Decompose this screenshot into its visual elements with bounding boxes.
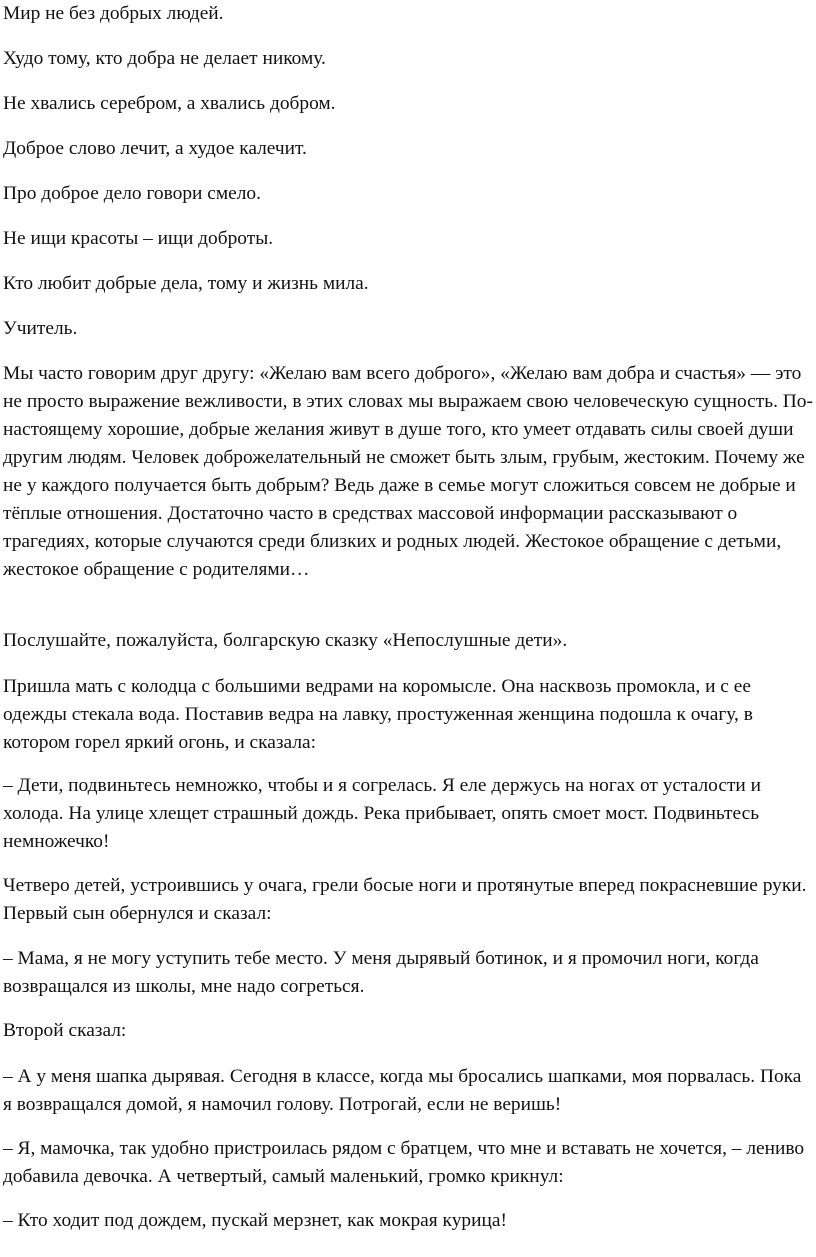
- intro-paragraph: Мы часто говорим друг другу: «Желаю вам всего доброго», «Желаю вам добра и счастья» — это не просто выражение вежливости, в этих словах мы выражаем свою человеческую сущность. По-настоящему хорошие, добрые желания живут в душе того, кто умеет отдавать силы своей души другим людям. Человек доброжелательный не сможет быть злым, грубым, жестоким. Почему же не у каждого получается быть добрым? Ведь даже в семье могут сложиться совсем не добрые и тёплые отношения. Достаточно часто в средствах массовой информации рассказывают о трагедиях, которые случаются среди близких и родных людей. Жестокое обращение с детьми, жестокое обращение с родителями…: [3, 363, 813, 580]
- tale-paragraph-5: Второй сказал:: [3, 1020, 127, 1041]
- proverb-6: Не ищи красоты – ищи доброты.: [3, 228, 274, 249]
- proverb-1: Мир не без добрых людей.: [3, 3, 224, 24]
- proverb-4: Доброе слово лечит, а худое калечит.: [3, 138, 307, 159]
- proverb-5: Про доброе дело говори смело.: [3, 183, 261, 204]
- tale-paragraph-2: – Дети, подвиньтесь немножко, чтобы и я согрелась. Я еле держусь на ногах от усталости и холода. На улице хлещет страшный дождь. Река прибывает, опять смоет мост. Подвиньтесь немножечко!: [3, 775, 762, 852]
- tale-paragraph-1: Пришла мать с колодца с большими ведрами на коромысле. Она насквозь промокла, и с ее одежды стекала вода. Поставив ведра на лавку, простуженная женщина подошла к очагу, в котором горел яркий огонь, и сказала:: [3, 676, 753, 753]
- tale-paragraph-8: – Кто ходит под дождем, пускай мерзнет, как мокрая курица!: [3, 1210, 507, 1231]
- tale-announcement: Послушайте, пожалуйста, болгарскую сказку «Непослушные дети».: [3, 630, 568, 651]
- tale-paragraph-3: Четверо детей, устроившись у очага, грели босые ноги и протянутые вперед покрасневшие руки. Первый сын обернулся и сказал:: [3, 875, 807, 924]
- tale-paragraph-4: – Мама, я не могу уступить тебе место. У меня дырявый ботинок, и я промочил ноги, когда возвращался из школы, мне надо согреться.: [3, 948, 759, 997]
- proverb-7: Кто любит добрые дела, тому и жизнь мила.: [3, 273, 369, 294]
- proverb-3: Не хвались серебром, а хвались добром.: [3, 93, 336, 114]
- tale-paragraph-6: – А у меня шапка дырявая. Сегодня в классе, когда мы бросались шапками, моя порвалась. Пока я возвращался домой, я намочил голову. Потрогай, если не веришь!: [3, 1066, 802, 1115]
- tale-paragraph-7: – Я, мамочка, так удобно пристроилась рядом с братцем, что мне и вставать не хочется, – лениво добавила девочка. А четвертый, самый маленький, громко крикнул:: [3, 1138, 805, 1187]
- speaker-label: Учитель.: [3, 318, 78, 339]
- proverb-2: Худо тому, кто добра не делает никому.: [3, 48, 326, 69]
